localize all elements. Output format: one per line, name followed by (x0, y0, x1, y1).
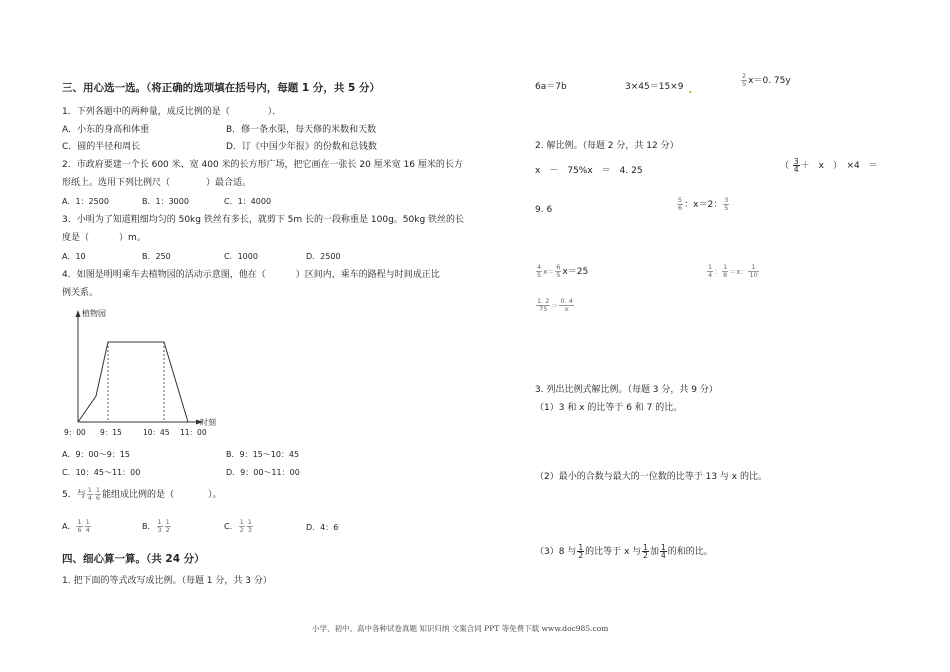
q1-option-b: B．修一条水渠，每天修的米数和天数 (226, 125, 377, 135)
mark-dot (689, 91, 691, 93)
tick-label: 9：00 (64, 428, 86, 437)
fraction: $\frac{1}{6}$ (77, 518, 82, 534)
q2-line2: 形纸上。选用下列比例尺（ ）最合适。 (62, 178, 252, 188)
proportion-5: $\frac{1}{4}$ ： $\frac{1}{8}$ ＝x： $\frac{1}{10}$ (708, 263, 758, 279)
q1-option-c: C．圆的半径和周长 (62, 142, 141, 152)
fraction: $\frac{0. 4}{x}$ (560, 297, 573, 313)
footer-text: 小学、初中、高中各种试卷真题 知识归纳 文案合同 PPT 等免费下载 www.doc985.com (312, 624, 609, 633)
s4-q1-instruction: 1. 把下面的等式改写成比例。（每题 1 分，共 3 分） (62, 576, 272, 586)
q2-option-a: A．1：2500 (62, 197, 109, 206)
fraction: $\frac{1}{6}$ (95, 486, 101, 502)
q1-option-d: D．订《中国少年报》的份数和总钱数 (226, 142, 377, 152)
fraction: $\frac{1}{8}$ (723, 263, 728, 279)
word-problem-3: （3）8 与 $\frac{1}{2}$ 的比等于 x 与 $\frac{1}{2}$ 加 $\frac{1}{4}$ 的和的比。 (535, 543, 713, 560)
q4-option-b: B．9：15～10：45 (226, 450, 300, 459)
q4-option-c: C．10：45～11：00 (62, 468, 141, 477)
word-problem-2: （2）最小的合数与最大的一位数的比等于 13 与 x 的比。 (535, 472, 767, 482)
q5-option-b: B． $\frac{1}{3}$ $\frac{1}{2}$ (142, 518, 170, 534)
q4-option-a: A．9：00～9：15 (62, 450, 131, 459)
tick-label: 11：00 (180, 428, 207, 437)
fraction: $\frac{1}{3}$ (157, 518, 162, 534)
q5-option-c: C． $\frac{1}{2}$ $\frac{1}{3}$ (224, 518, 252, 534)
q1-stem: 1．下列各题中的两种量，成反比例的是（ ）． (62, 107, 282, 117)
fraction: $\frac{3}{4}$ (793, 157, 799, 174)
equation-1: 6a＝7b (535, 82, 567, 92)
fraction: $\frac{6}{5}$ (556, 263, 561, 279)
fraction: $\frac{4}{5}$ (537, 263, 542, 279)
equation-3: $\frac{2}{5}$ x＝0. 75y (742, 72, 791, 88)
q2-option-b: B．1：3000 (142, 197, 189, 206)
q2-line1: 2．市政府要建一个长 600 米、宽 400 米的长方形广场，把它画在一张长 20 厘米宽 16 厘米的长方 (62, 160, 463, 170)
proportion-6: $\frac{1. 2}{75}$ ＝ $\frac{0. 4}{x}$ (537, 297, 573, 313)
q3-option-c: C．1000 (224, 252, 258, 261)
fraction: $\frac{1}{10}$ (749, 263, 758, 279)
fraction: $\frac{1}{2}$ (578, 543, 584, 560)
proportion-2: （ $\frac{3}{4}$ ＋ x ） ×4 ＝ (780, 157, 878, 174)
q4-line1: 4．如图是明明乘车去植物园的活动示意图，他在（ ）区间内，乘车的路程与时间成正比 (62, 270, 440, 280)
fraction: $\frac{1}{2}$ (239, 518, 244, 534)
fraction: $\frac{5}{6}$ (678, 196, 683, 212)
q3-option-d: D．2500 (306, 252, 341, 261)
fraction: $\frac{1}{3}$ (247, 518, 252, 534)
q3-option-b: B．250 (142, 252, 171, 261)
fraction: $\frac{1}{4}$ (85, 518, 90, 534)
q5-option-d: D．4：6 (306, 523, 339, 532)
fraction: $\frac{1}{4}$ (87, 486, 92, 502)
q5-stem: 5．与 $\frac{1}{4}$ $\frac{1}{6}$ 能组成比例的是（ ）。 (62, 486, 222, 502)
x-axis-label: 时刻 (200, 418, 216, 427)
fraction: $\frac{1. 2}{75}$ (537, 297, 550, 313)
word-problem-1: （1）3 和 x 的比等于 6 和 7 的比。 (535, 403, 683, 413)
solve-title: 2. 解比例。（每题 2 分，共 12 分） (535, 141, 679, 151)
proportion-3: $\frac{5}{6}$ ：x＝2： $\frac{3}{5}$ (678, 196, 729, 212)
q3-line2: 度是（ ）m。 (62, 233, 146, 243)
tick-label: 10：45 (143, 428, 170, 437)
distance-time-graph (58, 306, 218, 440)
fraction: $\frac{2}{5}$ (742, 72, 747, 88)
q1-option-a: A．小东的身高和体重 (62, 125, 150, 135)
y-axis-arrow-icon (76, 310, 81, 317)
journey-line (78, 342, 188, 422)
q3-line1: 3．小明为了知道粗细均匀的 50kg 铁丝有多长，就剪下 5m 长的一段称重是 100g。50kg 铁丝的长 (62, 215, 465, 225)
section4-title: 四、细心算一算。（共 24 分） (62, 553, 205, 565)
section3-word-title: 3. 列出比例式解比例。（每题 3 分，共 9 分） (535, 385, 718, 395)
fraction: $\frac{1}{4}$ (660, 543, 666, 560)
fraction: $\frac{1}{4}$ (708, 263, 713, 279)
fraction: $\frac{3}{5}$ (724, 196, 729, 212)
section3-title: 三、用心选一选。（将正确的选项填在括号内，每题 1 分，共 5 分） (62, 82, 380, 94)
fraction: $\frac{1}{2}$ (643, 543, 648, 560)
q4-option-d: D．9：00～11：00 (226, 468, 300, 477)
q5-option-a: A． $\frac{1}{6}$ $\frac{1}{4}$ (62, 518, 90, 534)
proportion-4: $\frac{4}{5}$ x＝ $\frac{6}{5}$ x＝25 (537, 263, 589, 279)
tick-label: 9：15 (100, 428, 122, 437)
q4-line2: 例关系。 (62, 288, 99, 298)
equation-2: 3×45＝15×9 (625, 81, 691, 93)
fraction: $\frac{1}{2}$ (165, 518, 170, 534)
y-axis-label: 植物园 (82, 309, 106, 318)
q2-option-c: C．1：4000 (224, 197, 272, 206)
q3-option-a: A．10 (62, 252, 86, 261)
proportion-2-continued: 9. 6 (535, 205, 553, 215)
proportion-1: x － 75%x ＝ 4. 25 (535, 166, 643, 176)
